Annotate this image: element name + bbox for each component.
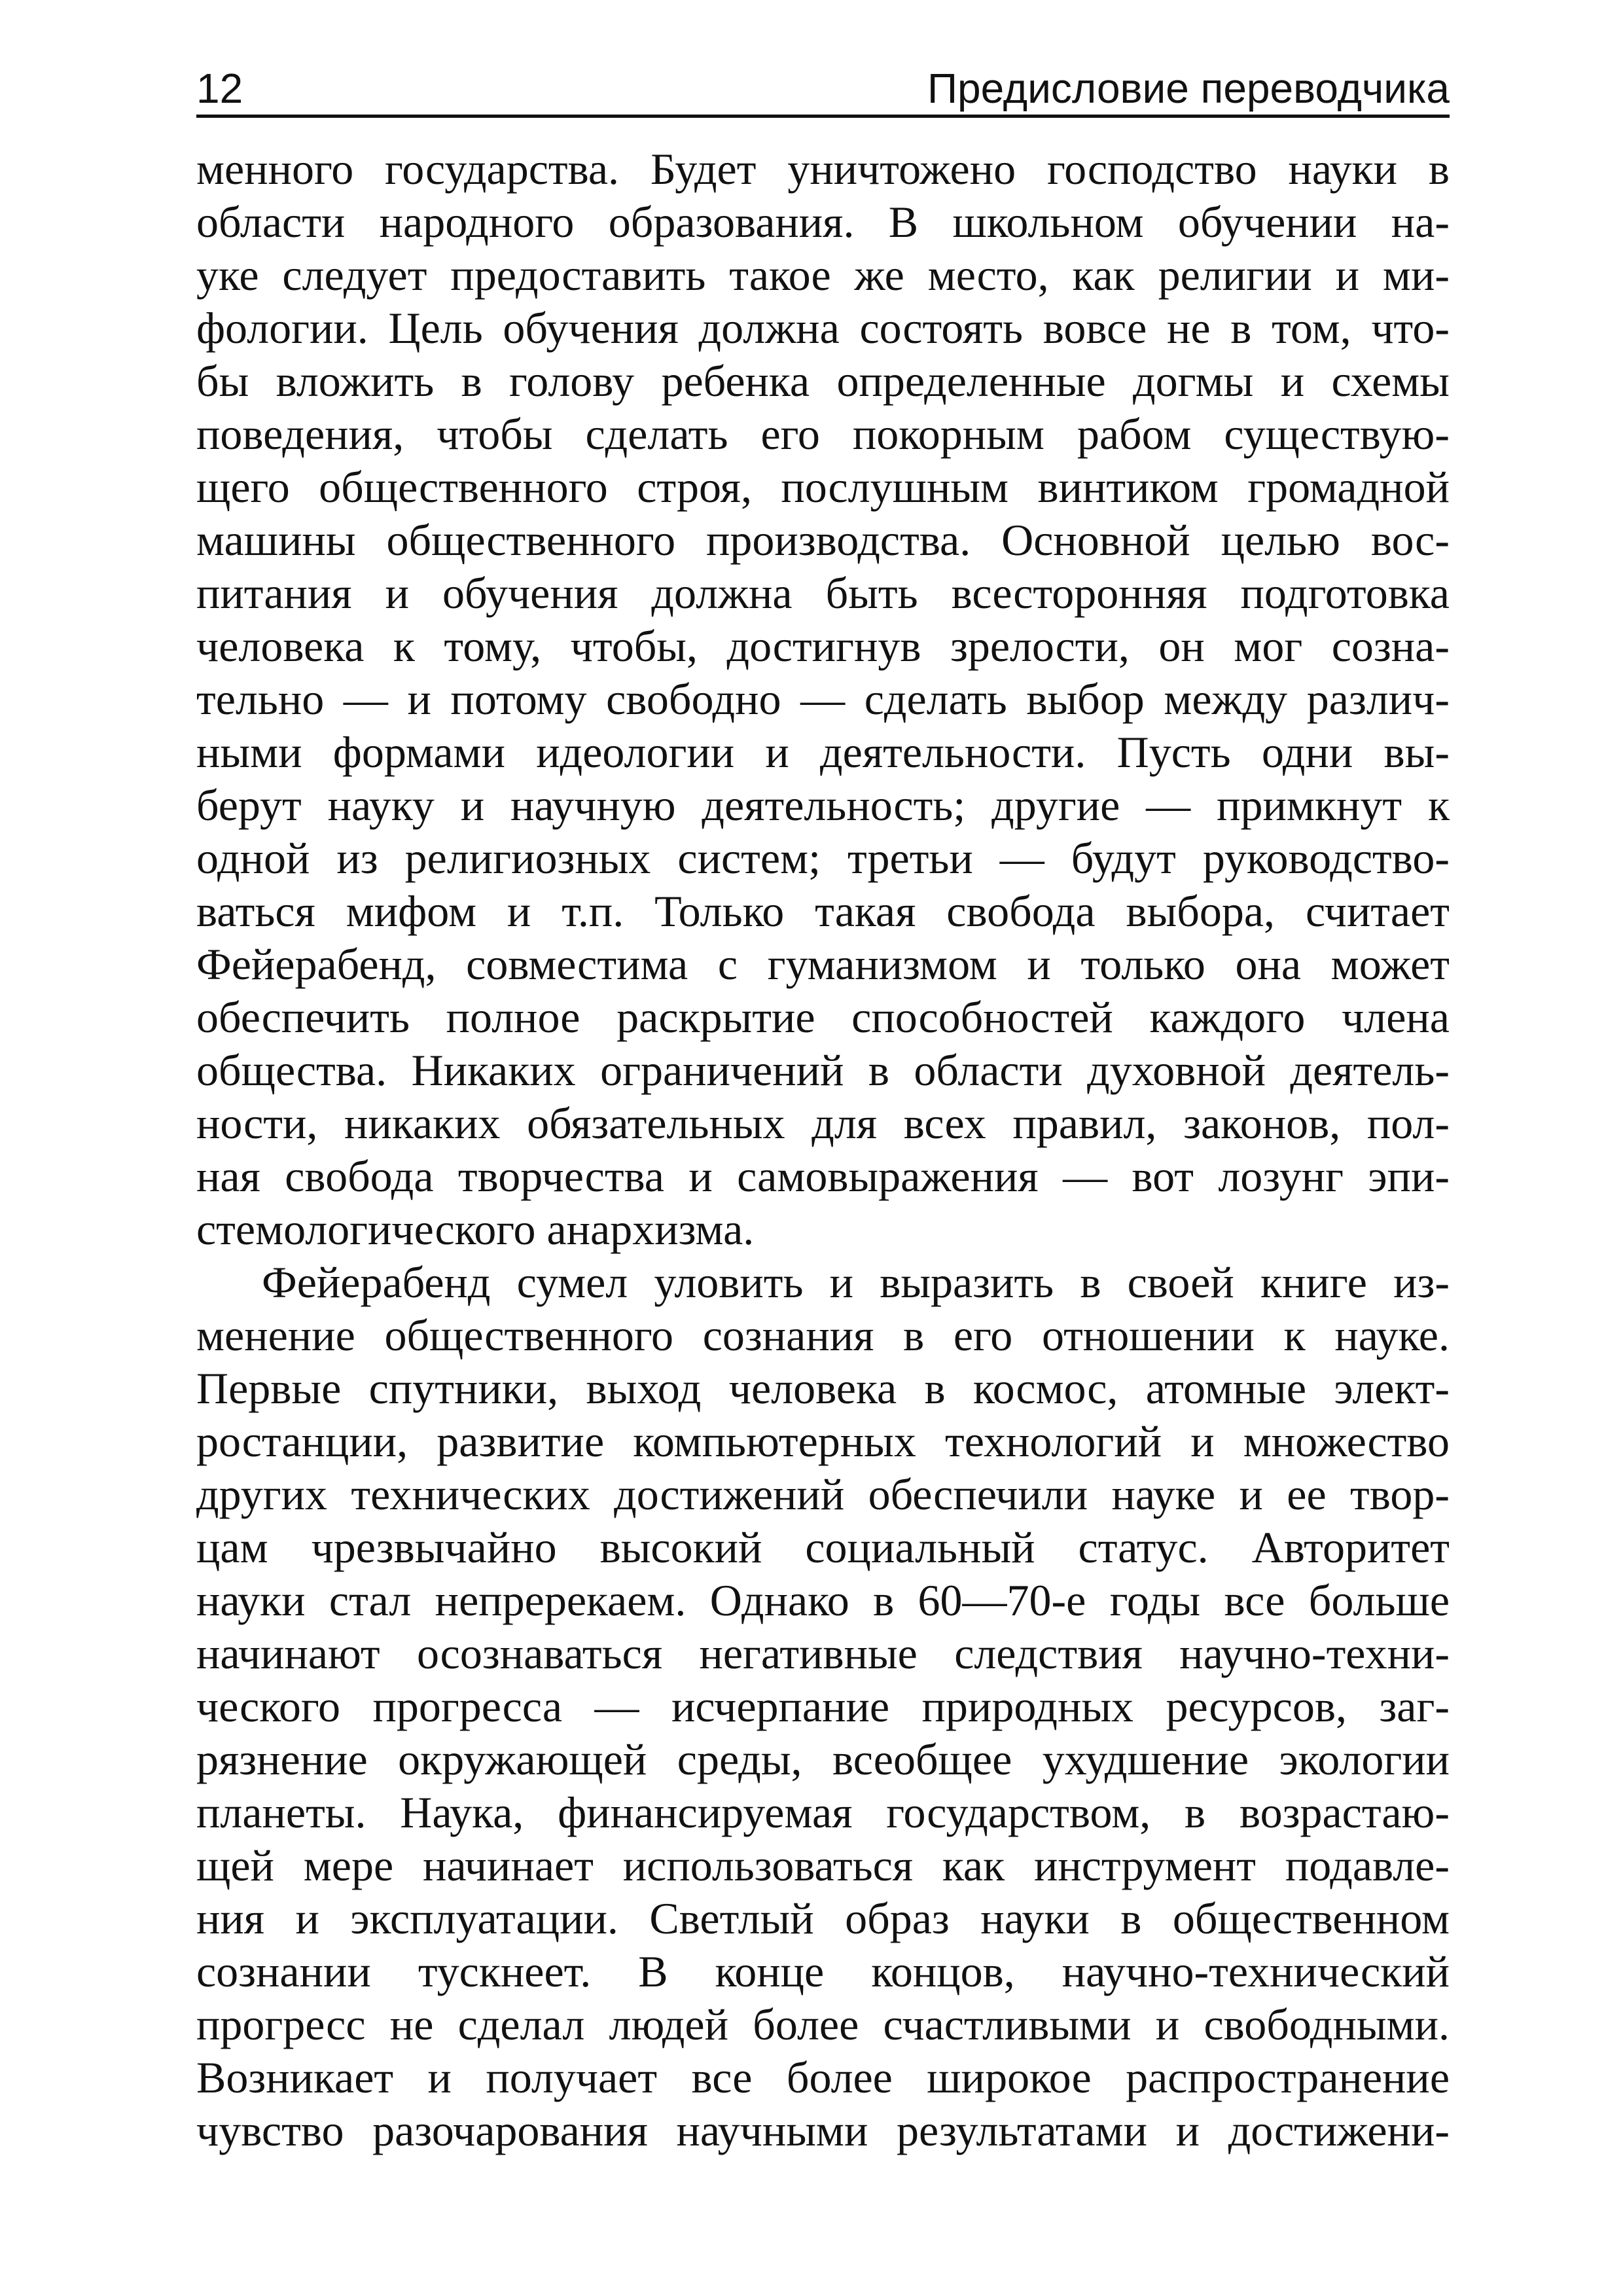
text-line: поведения, чтобы сделать его покорным рабом существую- — [196, 409, 1450, 459]
text-line: ная свобода творчества и самовыражения — вот лозунг эпи- — [196, 1151, 1450, 1201]
text-line: ваться мифом и т.п. Только такая свобода выбора, считает — [196, 886, 1450, 936]
text-line: планеты. Наука, финансируемая государством, в возрастаю- — [196, 1787, 1450, 1837]
running-title: Предисловие переводчика — [927, 65, 1450, 112]
text-line: Фейерабенд сумел уловить и выразить в своей книге из- — [262, 1257, 1450, 1307]
text-line: науки стал непререкаем. Однако в 60—70-е годы все больше — [196, 1575, 1450, 1625]
text-line: области народного образования. В школьном обучении на- — [196, 197, 1450, 247]
text-line: обеспечить полное раскрытие способностей каждого члена — [196, 992, 1450, 1042]
text-line: уке следует предоставить такое же место, как религии и ми- — [196, 250, 1450, 300]
text-line: Первые спутники, выход человека в космос, атомные элект- — [196, 1363, 1450, 1413]
text-line: ности, никаких обязательных для всех правил, законов, пол- — [196, 1098, 1450, 1148]
text-line: тельно — и потому свободно — сделать выбор между различ- — [196, 674, 1450, 724]
paragraph-2 — [196, 1256, 1450, 2157]
text-line: общества. Никаких ограничений в области духовной деятель- — [196, 1045, 1450, 1095]
text-line: стемологического анархизма. — [196, 1204, 755, 1254]
text-line: одной из религиозных систем; третьи — будут руководство- — [196, 833, 1450, 883]
text-line: машины общественного производства. Основной целью вос- — [196, 515, 1450, 565]
paragraph-1 — [196, 143, 1450, 1256]
text-line: ческого прогресса — исчерпание природных ресурсов, заг- — [196, 1681, 1450, 1731]
text-line: Фейерабенд, совместима с гуманизмом и только она может — [196, 939, 1450, 989]
body-text — [196, 143, 1450, 2157]
book-page — [196, 62, 1450, 2242]
text-line: чувство разочарования научными результатами и достижени- — [196, 2106, 1450, 2155]
text-line: ния и эксплуатации. Светлый образ науки в общественном — [196, 1893, 1450, 1943]
text-line: менение общественного сознания в его отношении к науке. — [196, 1310, 1450, 1360]
text-line: других технических достижений обеспечили науке и ее твор- — [196, 1469, 1450, 1519]
text-line: ными формами идеологии и деятельности. Пусть одни вы- — [196, 727, 1450, 777]
text-line: питания и обучения должна быть всесторонняя подготовка — [196, 568, 1450, 618]
text-line: щей мере начинает использоваться как инструмент подавле- — [196, 1840, 1450, 1890]
text-line: цам чрезвычайно высокий социальный статус. Авторитет — [196, 1522, 1450, 1572]
text-line: прогресс не сделал людей более счастливыми и свободными. — [196, 2000, 1450, 2049]
text-line: начинают осознаваться негативные следствия научно-техни- — [196, 1628, 1450, 1678]
text-line: берут науку и научную деятельность; другие — примкнут к — [196, 780, 1450, 830]
text-line: ростанции, развитие компьютерных технологий и множество — [196, 1416, 1450, 1466]
text-line: рязнение окружающей среды, всеобщее ухудшение экологии — [196, 1734, 1450, 1784]
text-line: щего общественного строя, послушным винтиком громадной — [196, 462, 1450, 512]
text-line: менного государства. Будет уничтожено господство науки в — [196, 144, 1450, 194]
text-line: Возникает и получает все более широкое распространение — [196, 2053, 1450, 2102]
text-line: фологии. Цель обучения должна состоять вовсе не в том, что- — [196, 303, 1450, 353]
page-header — [196, 62, 1450, 118]
page-number: 12 — [196, 65, 243, 112]
text-line: сознании тускнеет. В конце концов, научно-технический — [196, 1946, 1450, 1996]
text-line: бы вложить в голову ребенка определенные догмы и схемы — [196, 356, 1450, 406]
text-line: человека к тому, чтобы, достигнув зрелости, он мог созна- — [196, 621, 1450, 671]
